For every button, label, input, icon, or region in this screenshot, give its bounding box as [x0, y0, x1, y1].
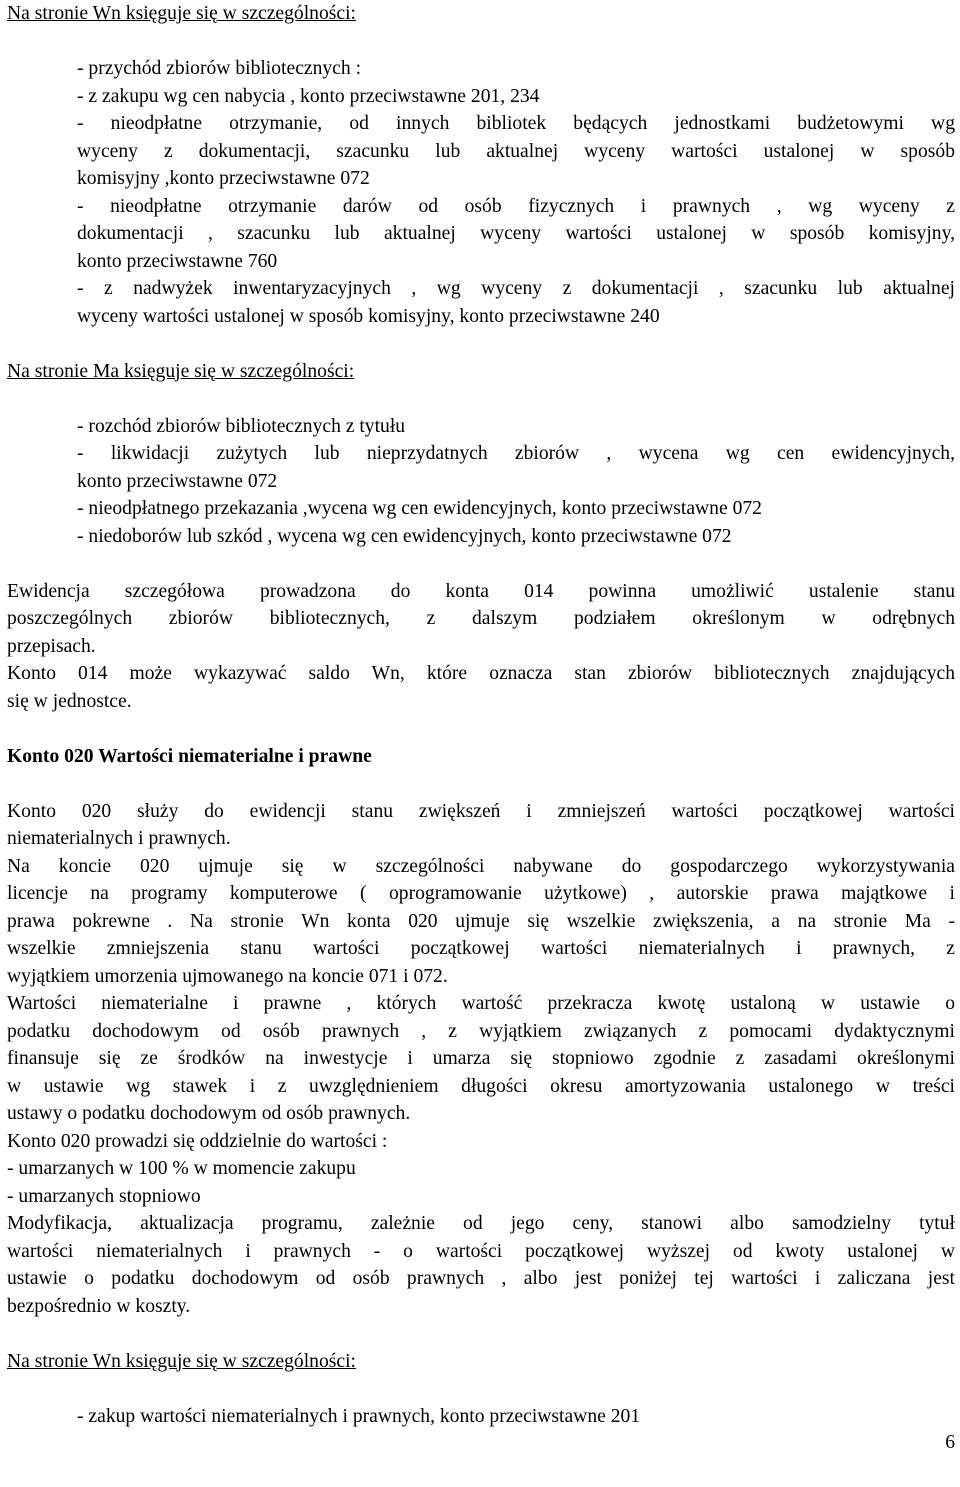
list-item: - z nadwyżek inwentaryzacyjnych , wg wyceny z dokumentacji , szacunku lub aktualnej	[77, 278, 955, 299]
spacer	[7, 550, 955, 578]
list-item: - likwidacji zużytych lub nieprzydatnych zbiorów , wycena wg cen ewidencyjnych,	[77, 443, 955, 464]
spacer	[7, 770, 955, 798]
paragraph-line: Konto 014 może wykazywać saldo Wn, które oznacza stan zbiorów bibliotecznych znajdujących	[7, 663, 955, 684]
list-item: - przychód zbiorów bibliotecznych :	[77, 58, 362, 79]
document-page	[7, 0, 955, 1430]
list-item: - rozchód zbiorów bibliotecznych z tytułu	[77, 415, 406, 437]
paragraph-line: Konto 020 prowadzi się oddzielnie do wartości :	[7, 1130, 388, 1152]
paragraph-line: wartości niematerialnych i prawnych - o wartości początkowej wyższej od kwoty ustalonej w	[7, 1240, 955, 1262]
paragraph-line: bezpośrednio w koszty.	[7, 1295, 191, 1317]
paragraph-line: podatku dochodowym od osób prawnych , z wyjątkiem związanych z pomocami dydaktycznymi	[7, 1020, 955, 1042]
paragraph-line: licencje na programy komputerowe ( oprogramowanie użytkowe) , autorskie prawa majątkowe i	[7, 883, 955, 904]
paragraph-line: Na koncie 020 ujmuje się w szczególności nabywane do gospodarczego wykorzystywania	[7, 855, 955, 877]
section-heading-wn-020: Na stronie Wn księguje się w szczególności:	[7, 1350, 356, 1372]
paragraph-line: poszczególnych zbiorów bibliotecznych, z dalszym podziałem określonym w odrębnych	[7, 608, 955, 629]
paragraph-line: w ustawie wg stawek i z uwzględnieniem długości okresu amortyzowania ustalonego w treści	[7, 1075, 955, 1097]
paragraph-line: niematerialnych i prawnych.	[7, 828, 231, 849]
list-item: konto przeciwstawne 760	[77, 250, 278, 272]
list-item: - nieodpłatnego przekazania ,wycena wg cen ewidencyjnych, konto przeciwstawne 072	[77, 498, 762, 519]
spacer	[7, 1320, 955, 1348]
spacer	[7, 28, 955, 56]
paragraph-line: Ewidencja szczegółowa prowadzona do konta 014 powinna umożliwić ustalenie stanu	[7, 580, 955, 602]
spacer	[7, 1375, 955, 1403]
paragraph-line: prawa pokrewne . Na stronie Wn konta 020 ujmuje się wszelkie zwiększenia, a na stronie Ma -	[7, 910, 955, 932]
list-item: konto przeciwstawne 072	[77, 470, 278, 492]
paragraph-line: wszelkie zmniejszenia stanu wartości początkowej wartości niematerialnych i prawnych, z	[7, 938, 955, 959]
paragraph-line: ustawy o podatku dochodowym od osób prawnych.	[7, 1103, 411, 1124]
paragraph-line: się w jednostce.	[7, 690, 132, 712]
spacer	[7, 385, 955, 413]
paragraph-line: Modyfikacja, aktualizacja programu, zależnie od jego ceny, stanowi albo samodzielny tytuł	[7, 1213, 955, 1234]
paragraph-line: przepisach.	[7, 635, 96, 657]
paragraph-line: - umarzanych stopniowo	[7, 1185, 201, 1207]
paragraph-line: ustawie o podatku dochodowym od osób prawnych , albo jest poniżej tej wartości i zaliczana jest	[7, 1268, 955, 1289]
list-item: - z zakupu wg cen nabycia , konto przeciwstawne 201, 234	[77, 85, 540, 107]
list-item: - zakup wartości niematerialnych i prawnych, konto przeciwstawne 201	[77, 1405, 641, 1427]
paragraph-line: Wartości niematerialne i prawne , których wartość przekracza kwotę ustaloną w ustawie o	[7, 993, 955, 1014]
spacer	[7, 330, 955, 358]
section-title: Konto 020 Wartości niematerialne i prawne	[7, 745, 372, 767]
list-item: wyceny wartości ustalonej w sposób komisyjny, konto przeciwstawne 240	[77, 305, 660, 327]
list-item: - nieodpłatne otrzymanie, od innych bibliotek będących jednostkami budżetowymi wg	[77, 113, 955, 134]
section-heading-wn: Na stronie Wn księguje się w szczególności:	[7, 3, 356, 24]
list-item: - nieodpłatne otrzymanie darów od osób fizycznych i prawnych , wg wyceny z	[77, 195, 955, 217]
spacer	[7, 715, 955, 743]
list-item: komisyjny ,konto przeciwstawne 072	[77, 168, 370, 189]
page-number: 6	[945, 1432, 955, 1453]
paragraph-line: finansuje się ze środków na inwestycje i umarza się stopniowo zgodnie z zasadami określonymi	[7, 1048, 955, 1069]
list-item: - niedoborów lub szkód , wycena wg cen ewidencyjnych, konto przeciwstawne 072	[77, 525, 732, 547]
list-item: dokumentacji , szacunku lub aktualnej wyceny wartości ustalonej w sposób komisyjny,	[77, 223, 955, 244]
paragraph-line: - umarzanych w 100 % w momencie zakupu	[7, 1158, 356, 1179]
paragraph-line: Konto 020 służy do ewidencji stanu zwiększeń i zmniejszeń wartości początkowej wartości	[7, 800, 955, 822]
paragraph-line: wyjątkiem umorzenia ujmowanego na koncie 071 i 072.	[7, 965, 448, 987]
list-item: wyceny z dokumentacji, szacunku lub aktualnej wyceny wartości ustalonej w sposób	[77, 140, 955, 162]
section-heading-ma: Na stronie Ma księguje się w szczególności:	[7, 360, 355, 382]
